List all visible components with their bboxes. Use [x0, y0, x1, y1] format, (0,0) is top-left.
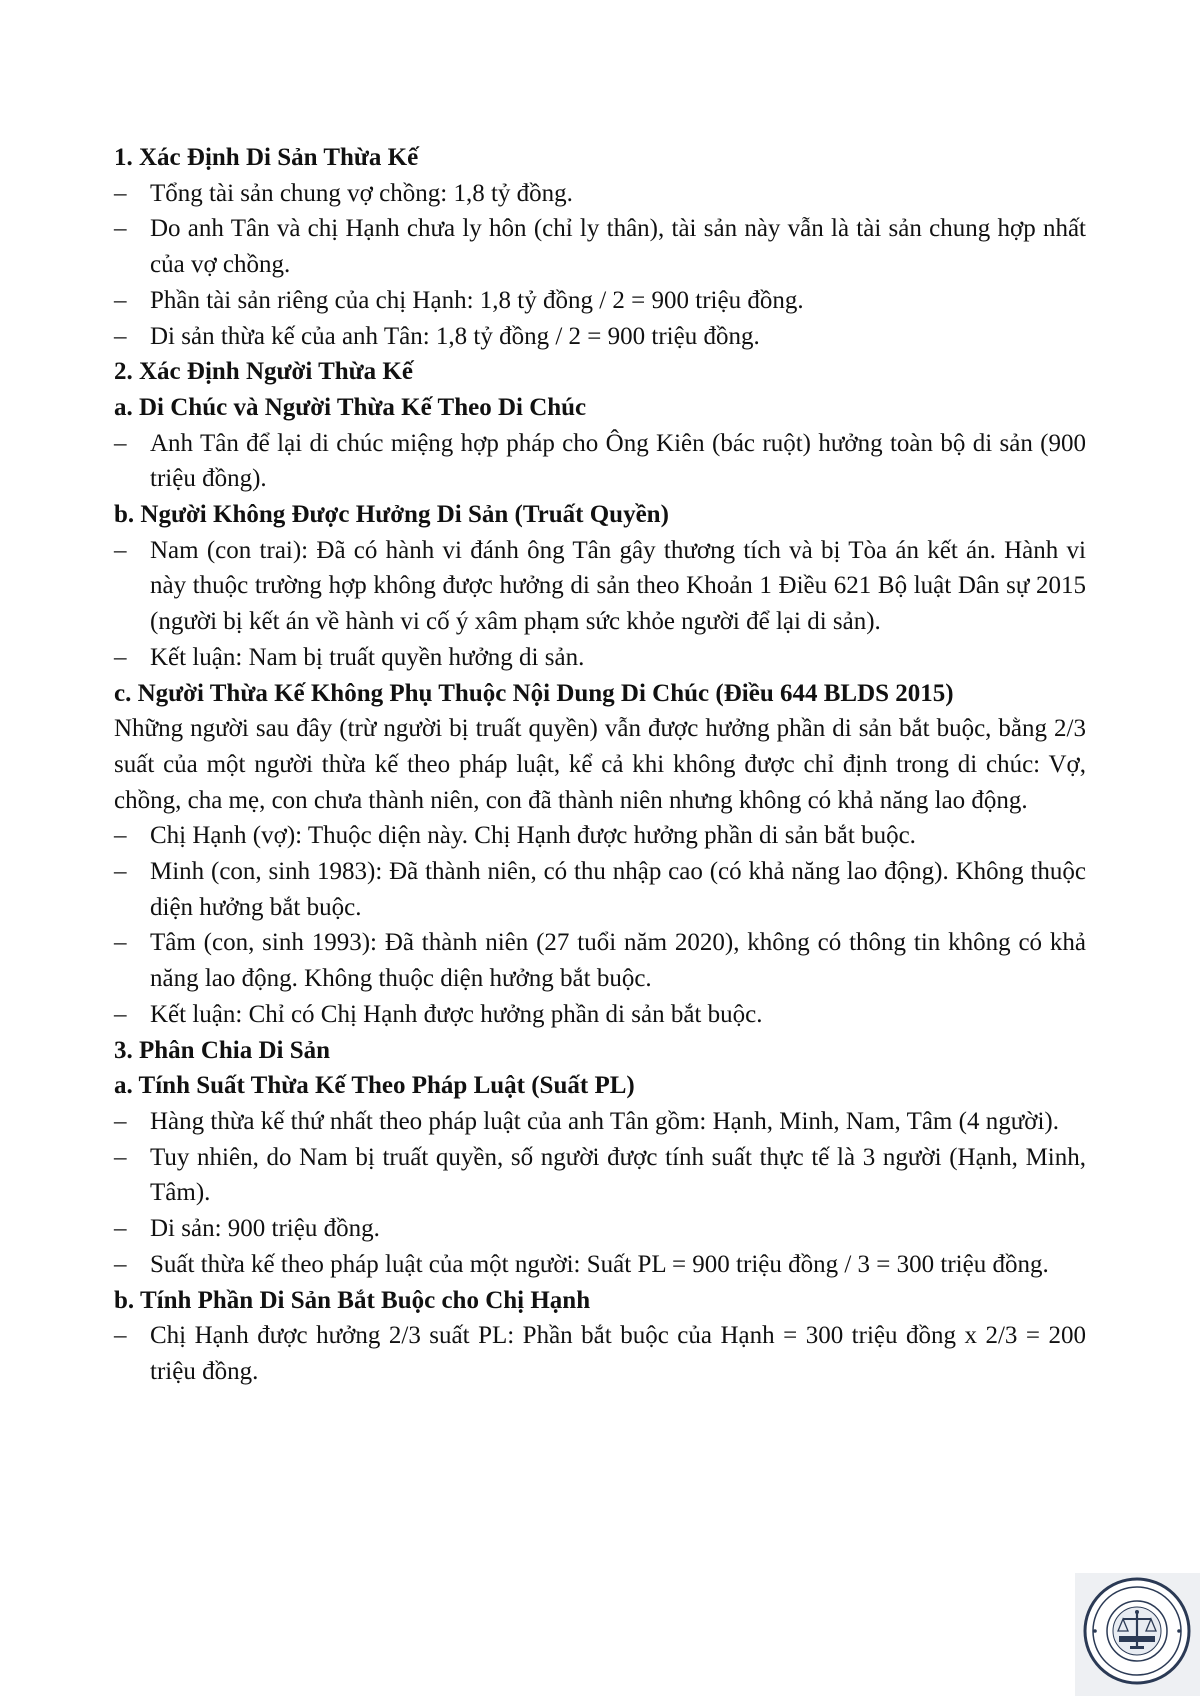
scales-of-justice-seal-icon — [1081, 1575, 1193, 1687]
section-2a-title: a. Di Chúc và Người Thừa Kế Theo Di Chúc — [114, 393, 587, 421]
list-item: – Hàng thừa kế thứ nhất theo pháp luật của anh Tân gồm: Hạnh, Minh, Nam, Tâm (4 người). — [114, 1104, 1086, 1140]
dash-marker: – — [114, 643, 127, 671]
dash-marker: – — [114, 179, 127, 207]
section-2-title: 2. Xác Định Người Thừa Kế — [114, 358, 413, 386]
list-item: – Kết luận: Nam bị truất quyền hưởng di sản. — [114, 640, 1086, 676]
list-item: – Do anh Tân và chị Hạnh chưa ly hôn (chỉ ly thân), tài sản này vẫn là tài sản chung hợp nhất của vợ chồng. — [114, 211, 1086, 282]
list-item: – Phần tài sản riêng của chị Hạnh: 1,8 tỷ đồng / 2 = 900 triệu đồng. — [114, 283, 1086, 319]
list-item: – Chị Hạnh (vợ): Thuộc diện này. Chị Hạnh được hưởng phần di sản bắt buộc. — [114, 818, 1086, 854]
dash-marker: – — [114, 858, 127, 886]
section-3b-title: b. Tính Phần Di Sản Bắt Buộc cho Chị Hạnh — [114, 1286, 591, 1314]
list-item: – Kết luận: Chỉ có Chị Hạnh được hưởng phần di sản bắt buộc. — [114, 997, 1086, 1033]
list-item: – Suất thừa kế theo pháp luật của một người: Suất PL = 900 triệu đồng / 3 = 300 triệu đồng. — [114, 1247, 1086, 1283]
dash-marker: – — [114, 1250, 127, 1278]
dash-marker: – — [114, 1322, 127, 1350]
list-item: – Nam (con trai): Đã có hành vi đánh ông Tân gây thương tích và bị Tòa án kết án. Hành vi này thuộc trường hợp không được hưởng di sản theo Khoản 1 Điều 621 Bộ luật Dân sự 2015 (người bị kết án về hành vi cố ý xâm phạm sức khỏe người để lại di sản). — [114, 533, 1086, 640]
dash-marker: – — [114, 286, 127, 314]
document-page — [114, 140, 1086, 1390]
list-item: – Chị Hạnh được hưởng 2/3 suất PL: Phần bắt buộc của Hạnh = 300 triệu đồng x 2/3 = 200 triệu đồng. — [114, 1318, 1086, 1389]
dash-marker: – — [114, 1143, 127, 1171]
list-item: – Di sản: 900 triệu đồng. — [114, 1211, 1086, 1247]
dash-marker: – — [114, 822, 127, 850]
section-3a-title: a. Tính Suất Thừa Kế Theo Pháp Luật (Suất PL) — [114, 1072, 635, 1100]
list-item: – Tâm (con, sinh 1993): Đã thành niên (27 tuổi năm 2020), không có thông tin không có khả năng lao động. Không thuộc diện hưởng bắt buộc. — [114, 925, 1086, 996]
dash-marker: – — [114, 322, 127, 350]
dash-marker: – — [114, 536, 127, 564]
section-2c-title: c. Người Thừa Kế Không Phụ Thuộc Nội Dung Di Chúc (Điều 644 BLDS 2015) — [114, 679, 954, 707]
list-item: – Anh Tân để lại di chúc miệng hợp pháp cho Ông Kiên (bác ruột) hưởng toàn bộ di sản (900 triệu đồng). — [114, 426, 1086, 497]
list-item: – Tuy nhiên, do Nam bị truất quyền, số người được tính suất thực tế là 3 người (Hạnh, Minh, Tâm). — [114, 1140, 1086, 1211]
dash-marker: – — [114, 1215, 127, 1243]
section-3-title: 3. Phân Chia Di Sản — [114, 1036, 331, 1064]
section-2b-title: b. Người Không Được Hưởng Di Sản (Truất Quyền) — [114, 501, 669, 529]
section-1-title: 1. Xác Định Di Sản Thừa Kế — [114, 144, 419, 171]
seal-middle-text — [1075, 1573, 1076, 1574]
seal-bottom-text — [1075, 1573, 1076, 1574]
dash-marker: – — [114, 1107, 127, 1135]
dash-marker: – — [114, 215, 127, 243]
notary-seal-badge — [1075, 1573, 1200, 1696]
list-item: – Tổng tài sản chung vợ chồng: 1,8 tỷ đồng. — [114, 176, 1086, 212]
dash-marker: – — [114, 429, 127, 457]
dash-marker: – — [114, 1000, 127, 1028]
list-item: – Di sản thừa kế của anh Tân: 1,8 tỷ đồng / 2 = 900 triệu đồng. — [114, 319, 1086, 355]
dash-marker: – — [114, 929, 127, 957]
section-2c-paragraph: Những người sau đây (trừ người bị truất quyền) vẫn được hưởng phần di sản bắt buộc, bằng 2/3 suất của một người thừa kế theo pháp luật, kể cả khi không được chỉ định trong di chúc: Vợ, chồng, cha mẹ, con chưa thành niên, con đã thành niên nhưng không có khả năng lao động. — [114, 715, 1086, 814]
seal-top-text — [1075, 1573, 1076, 1574]
list-item: – Minh (con, sinh 1983): Đã thành niên, có thu nhập cao (có khả năng lao động). Không thuộc diện hưởng bắt buộc. — [114, 854, 1086, 925]
